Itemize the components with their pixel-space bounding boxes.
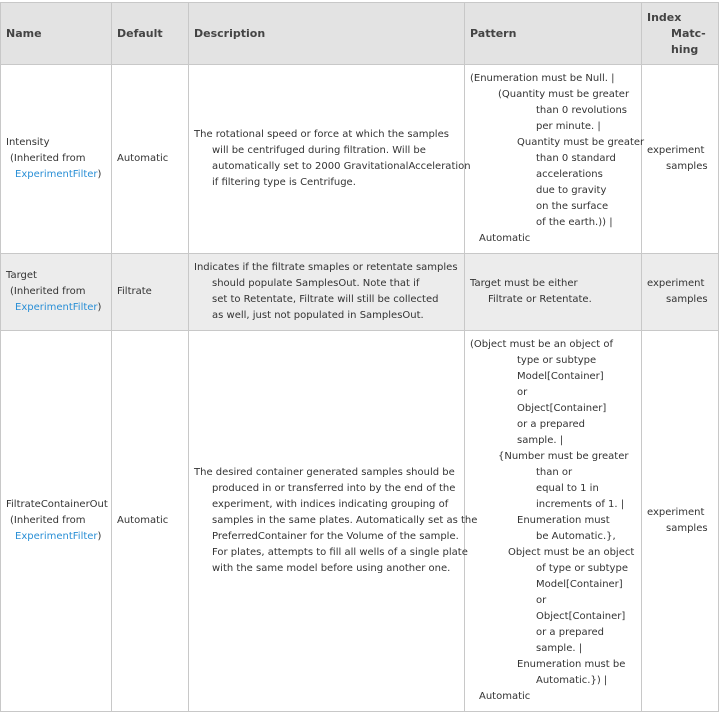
index-matching-cell [642,331,719,711]
pattern-cell [465,65,645,253]
pattern-line: increments of 1. | [536,499,625,510]
experiment-filter-link[interactable]: ExperimentFilter [15,169,98,180]
description-line: The rotational speed or force at which the samples [194,129,449,140]
description-line: as well, just not populated in SamplesOut. [212,310,424,321]
description-line: should populate SamplesOut. Note that if [212,278,420,289]
option-name-cell [1,254,112,330]
experiment-filter-link[interactable]: ExperimentFilter [15,531,98,542]
table-row [1,254,719,331]
pattern-line: Model[Container] [536,579,623,590]
index-matching-cell [642,254,719,330]
pattern-line: than or [536,467,573,478]
description-line: The desired container generated samples should be [194,467,455,478]
inherited-label: (Inherited from [10,153,86,164]
pattern-line: sample. | [536,643,583,654]
index-matching-line: experiment [647,145,705,156]
pattern-line: sample. | [517,435,564,446]
index-matching-line: experiment [647,507,705,518]
pattern-line: Automatic.}) | [536,675,608,686]
pattern-line: Object[Container] [536,611,626,622]
pattern-line: Automatic [479,691,531,702]
description-line: experiment, with indices indicating grouping of [212,499,449,510]
description-cell [189,331,478,711]
description-line: with the same model before using another one. [212,563,451,574]
option-name: Target [6,270,37,281]
pattern-line: {Number must be greater [498,451,629,462]
option-name-cell [1,331,112,711]
pattern-line: per minute. | [536,121,601,132]
pattern-line: Filtrate or Retentate. [488,294,592,305]
inherited-suffix: ) [97,302,102,313]
header-default: Default [112,3,189,64]
pattern-line: or a prepared [536,627,604,638]
pattern-line: (Object must be an object of [470,339,613,350]
header-pattern: Pattern [465,3,642,64]
description-line: Indicates if the filtrate smaples or retentate samples [194,262,458,273]
experiment-filter-link[interactable]: ExperimentFilter [15,302,98,313]
header-index-line2: Matc- [671,26,706,40]
description-line: set to Retentate, Filtrate will still be collected [212,294,439,305]
pattern-line: Enumeration must be [517,659,626,670]
pattern-line: or [517,387,528,398]
description-line: automatically set to 2000 GravitationalAcceleration [212,161,471,172]
pattern-line: Quantity must be greater [517,137,645,148]
pattern-line: than 0 standard [536,153,616,164]
table-header-row [1,3,719,65]
pattern-cell [465,254,642,330]
default-value: Automatic [112,331,189,711]
pattern-line: of the earth.)) | [536,217,613,228]
pattern-line: equal to 1 in [536,483,599,494]
index-matching-line: experiment [647,278,705,289]
description-line: samples in the same plates. Automatically set as the [212,515,478,526]
index-matching-cell [642,65,719,253]
pattern-line: Target must be either [470,278,578,289]
description-cell [189,65,471,253]
header-index-matching [642,3,719,64]
header-description: Description [189,3,465,64]
index-matching-line: samples [666,294,708,305]
inherited-suffix: ) [97,169,102,180]
table-row [1,331,719,712]
option-name: Intensity [6,137,50,148]
header-name: Name [1,3,112,64]
header-index-line3: hing [671,42,699,56]
description-line: For plates, attempts to fill all wells of a single plate [212,547,468,558]
option-name: FiltrateContainerOut [6,499,108,510]
pattern-line: accelerations [536,169,603,180]
header-index-line1: Index [647,10,682,24]
pattern-line: (Enumeration must be Null. | [470,73,615,84]
pattern-line: (Quantity must be greater [498,89,630,100]
description-line: if filtering type is Centrifuge. [212,177,356,188]
description-cell [189,254,465,330]
option-name-cell [1,65,112,253]
default-value: Filtrate [112,254,189,330]
pattern-line: due to gravity [536,185,607,196]
description-line: will be centrifuged during filtration. Will be [212,145,426,156]
pattern-line: or a prepared [517,419,585,430]
index-matching-line: samples [666,161,708,172]
pattern-line: Object must be an object [508,547,635,558]
inherited-suffix: ) [97,531,102,542]
pattern-line: or [536,595,547,606]
pattern-line: of type or subtype [536,563,628,574]
pattern-line: than 0 revolutions [536,105,628,116]
index-matching-line: samples [666,523,708,534]
pattern-line: Object[Container] [517,403,607,414]
pattern-line: Enumeration must [517,515,610,526]
default-value: Automatic [112,65,189,253]
pattern-line: Model[Container] [517,371,604,382]
table-row [1,65,719,254]
description-line: produced in or transferred into by the end of the [212,483,456,494]
pattern-cell [465,331,642,711]
inherited-label: (Inherited from [10,286,86,297]
description-line: PreferredContainer for the Volume of the sample. [212,531,459,542]
inherited-label: (Inherited from [10,515,86,526]
options-table [0,2,719,712]
pattern-line: on the surface [536,201,609,212]
pattern-line: type or subtype [517,355,597,366]
pattern-line: be Automatic.}, [536,531,616,542]
pattern-line: Automatic [479,233,531,244]
